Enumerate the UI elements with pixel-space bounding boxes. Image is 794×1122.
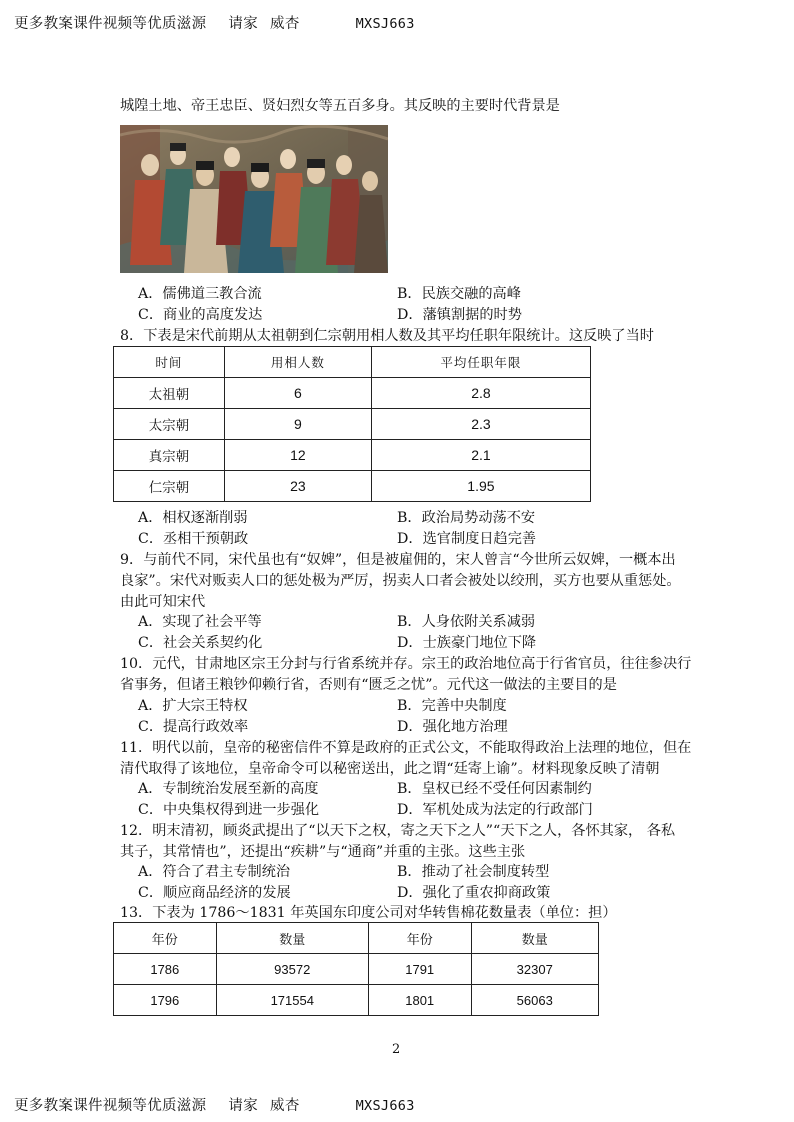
- table-header-cell: 平均任职年限: [371, 347, 590, 378]
- table-cell: 1.95: [371, 471, 590, 502]
- banner-please: 请家: [228, 16, 259, 32]
- top-banner: [14, 12, 415, 33]
- table-cell: 32307: [471, 954, 598, 985]
- table-header-cell: 时间: [114, 347, 225, 378]
- q11-option-d: D．军机处成为法定的行政部门: [397, 802, 593, 818]
- mural-image: [120, 125, 388, 273]
- q8-option-d: D．选官制度日趋完善: [397, 531, 537, 547]
- banner-code: MXSJ663: [355, 1098, 415, 1114]
- q7-option-d: D．藩镇割据的时势: [397, 307, 522, 323]
- q10-option-a: A．扩大宗王特权: [138, 698, 248, 714]
- table-cell: 56063: [471, 985, 598, 1016]
- table-cell: 太祖朝: [114, 378, 225, 409]
- table-cell: 2.8: [371, 378, 590, 409]
- table-cell: 171554: [216, 985, 368, 1016]
- page-number: 2: [392, 1042, 401, 1057]
- q11-option-a: A．专制统治发展至新的高度: [138, 781, 319, 797]
- banner-name: 威杏: [270, 16, 300, 32]
- q9-option-d: D．士族豪门地位下降: [397, 635, 537, 651]
- table-row: [114, 378, 591, 409]
- table-header-row: [114, 923, 599, 954]
- table-header-cell: 数量: [471, 923, 598, 954]
- table-row: [114, 440, 591, 471]
- table-cell: 93572: [216, 954, 368, 985]
- q12-stem-line-2: 其子，其常情也”，还提出“疾耕”与“通商”并重的主张。这些主张: [120, 844, 526, 860]
- table-cell: 仁宗朝: [114, 471, 225, 502]
- bottom-banner: [14, 1094, 415, 1115]
- q11-stem-line-1: 11．明代以前，皇帝的秘密信件不算是政府的正式公文，不能取得政治上法理的地位，但在: [120, 740, 692, 756]
- q13-stem: 13．下表为 1786～1831 年英国东印度公司对华转售棉花数量表（单位：担）: [120, 905, 617, 921]
- table-cell: 6: [224, 378, 371, 409]
- q9-option-b: B．人身依附关系减弱: [397, 614, 536, 630]
- table-cell: 1786: [114, 954, 217, 985]
- q9-option-c: C．社会关系契约化: [138, 635, 263, 651]
- q11-stem-line-2: 清代取得了该地位，皇帝命令可以秘密送出，此之谓“廷寄上谕”。材料现象反映了清朝: [120, 761, 660, 777]
- q10-option-c: C．提高行政效率: [138, 719, 249, 735]
- q7-option-a: A．儒佛道三教合流: [138, 286, 262, 302]
- q8-stem: 8．下表是宋代前期从太祖朝到仁宗朝用相人数及其平均任职年限统计。这反映了当时: [120, 328, 654, 344]
- table-cell: 真宗朝: [114, 440, 225, 471]
- table-cell: 12: [224, 440, 371, 471]
- q10-stem-line-2: 省事务，但诸王粮钞仰赖行省，否则有“匮乏之忧”。元代这一做法的主要目的是: [120, 677, 617, 693]
- q11-option-b: B．皇权已经不受任何因素制约: [397, 781, 592, 797]
- q10-option-b: B．完善中央制度: [397, 698, 507, 714]
- q9-stem-line-2: 良家”。宋代对贩卖人口的惩处极为严厉，拐卖人口者会被处以绞刑，买方也要从重惩处。: [120, 573, 681, 589]
- q13-table: [113, 922, 599, 1016]
- table-cell: 23: [224, 471, 371, 502]
- table-header-cell: 年份: [368, 923, 471, 954]
- q12-option-d: D．强化了重农抑商政策: [397, 885, 551, 901]
- table-cell: 2.3: [371, 409, 590, 440]
- q11-option-c: C．中央集权得到进一步强化: [138, 802, 320, 818]
- q7-stem-tail: 城隍土地、帝王忠臣、贤妇烈女等五百多身。其反映的主要时代背景是: [120, 98, 560, 114]
- table-row: [114, 409, 591, 440]
- table-row: [114, 471, 591, 502]
- q8-option-a: A．相权逐渐削弱: [138, 510, 248, 526]
- table-cell: 2.1: [371, 440, 590, 471]
- table-row: [114, 985, 599, 1016]
- table-cell: 1801: [368, 985, 471, 1016]
- q12-option-b: B．推动了社会制度转型: [397, 864, 550, 880]
- q10-stem-line-1: 10．元代，甘肃地区宗王分封与行省系统并存。宗王的政治地位高于行省官员，往往参决行: [120, 656, 692, 672]
- q7-option-c: C．商业的高度发达: [138, 307, 263, 323]
- q10-option-d: D．强化地方治理: [397, 719, 508, 735]
- table-header-row: [114, 347, 591, 378]
- q9-stem-line-1: 9．与前代不同，宋代虽也有“奴婢”，但是被雇佣的，宋人曾言“今世所云奴婢，一概本出: [120, 552, 676, 568]
- banner-please: 请家: [228, 1098, 259, 1114]
- q12-option-c: C．顺应商品经济的发展: [138, 885, 291, 901]
- banner-code: MXSJ663: [355, 16, 415, 32]
- q7-option-b: B．民族交融的高峰: [397, 286, 521, 302]
- table-header-cell: 年份: [114, 923, 217, 954]
- banner-text: 更多教案课件视频等优质滋源: [14, 16, 207, 32]
- banner-text: 更多教案课件视频等优质滋源: [14, 1098, 207, 1114]
- table-cell: 1796: [114, 985, 217, 1016]
- q8-option-c: C．丞相干预朝政: [138, 531, 249, 547]
- banner-name: 威杏: [270, 1098, 300, 1114]
- q12-option-a: A．符合了君主专制统治: [138, 864, 291, 880]
- q9-option-a: A．实现了社会平等: [138, 614, 262, 630]
- q8-option-b: B．政治局势动荡不安: [397, 510, 536, 526]
- table-header-cell: 数量: [216, 923, 368, 954]
- q8-table: [113, 346, 591, 502]
- table-header-cell: 用相人数: [224, 347, 371, 378]
- table-row: [114, 954, 599, 985]
- q9-stem-line-3: 由此可知宋代: [120, 594, 206, 610]
- table-cell: 9: [224, 409, 371, 440]
- table-cell: 1791: [368, 954, 471, 985]
- table-cell: 太宗朝: [114, 409, 225, 440]
- q12-stem-line-1: 12．明末清初，顾炎武提出了“以天下之权，寄之天下之人”“天下之人，各怀其家， 各私: [120, 823, 676, 839]
